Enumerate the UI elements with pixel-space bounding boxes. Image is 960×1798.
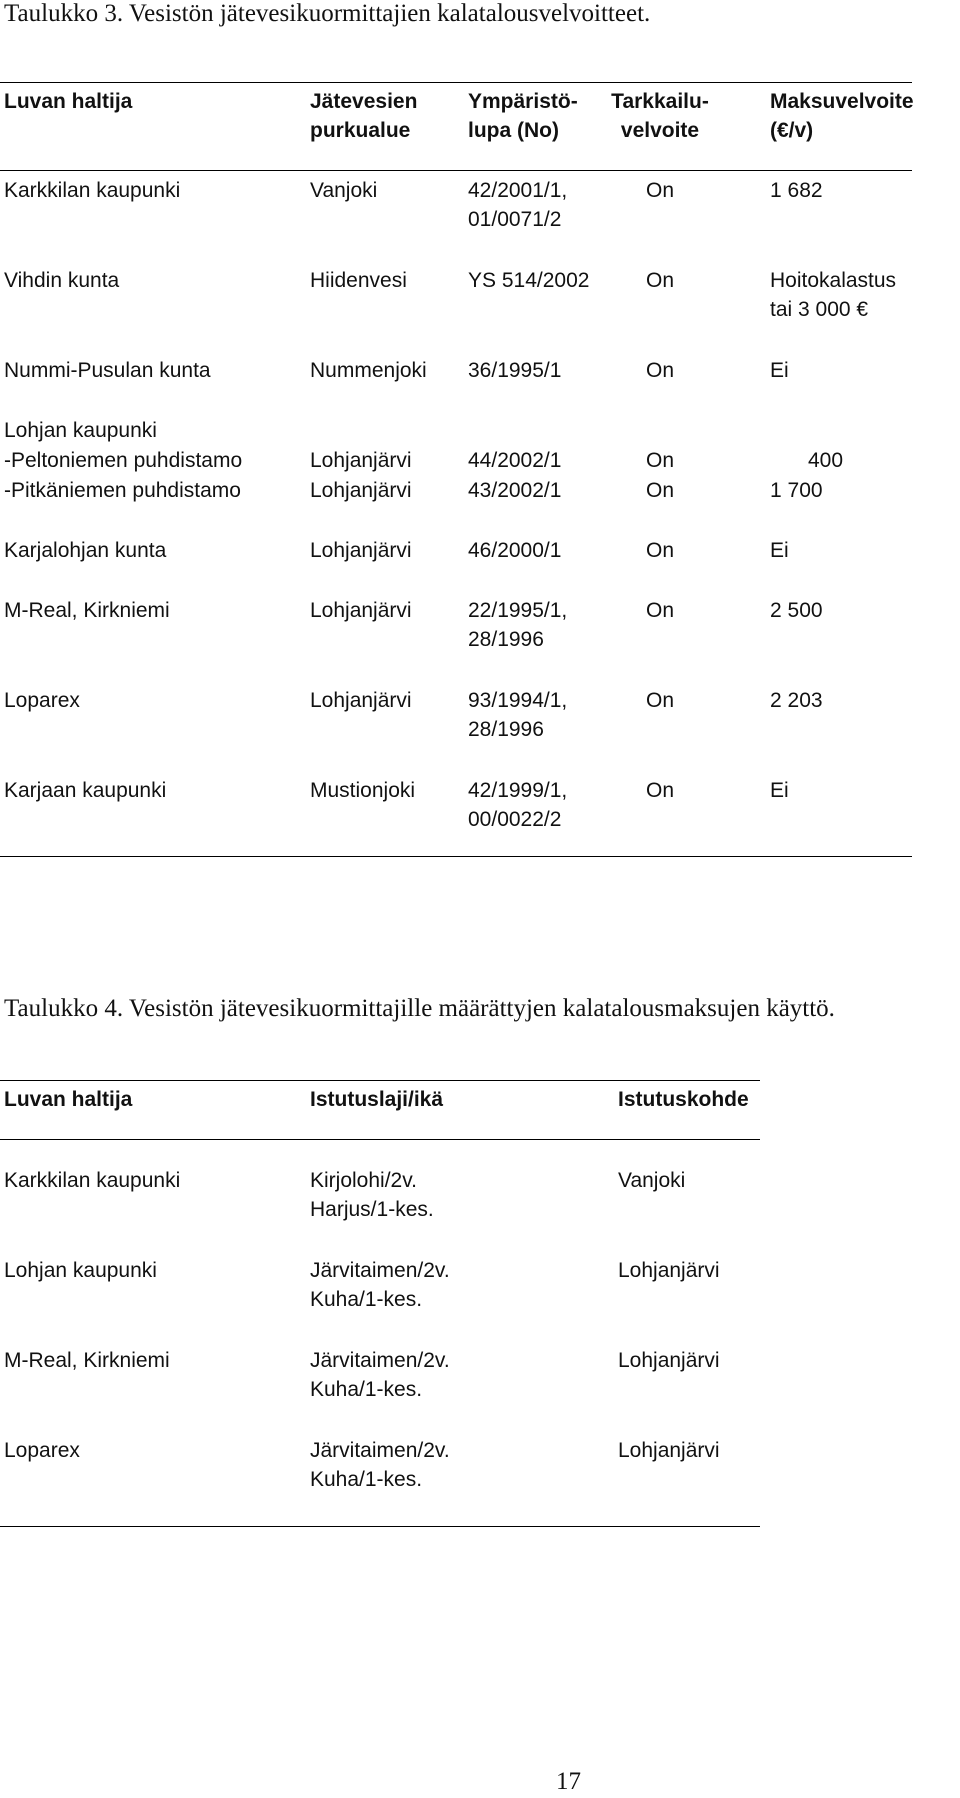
- cell-species-text: Kirjolohi/2v.: [310, 1169, 417, 1192]
- cell-fee: [770, 266, 896, 324]
- cell-area: [310, 266, 407, 295]
- cell-permit: [468, 266, 589, 295]
- header-monitor-line1: Tarkkailu-: [611, 90, 709, 113]
- cell-holder-text: Karkkilan kaupunki: [4, 1169, 181, 1192]
- table4-caption: Taulukko 4. Vesistön jätevesikuormittajille määrättyjen kalatalousmaksujen käyttö.: [4, 995, 835, 1022]
- cell-holder: [4, 356, 211, 385]
- cell-permit: [468, 176, 567, 234]
- cell-species-text: Järvitaimen/2v.: [310, 1439, 450, 1462]
- cell-area-text: Lohjanjärvi: [310, 449, 412, 472]
- table3-header-permit: [468, 87, 578, 145]
- header-fee-line2: (€/v): [770, 119, 814, 142]
- cell-permit-text: 93/1994/1,: [468, 689, 568, 712]
- cell-fee: [770, 476, 823, 505]
- cell-permit-text: 00/0022/2: [468, 808, 562, 831]
- cell-species-text: Kuha/1-kes.: [310, 1288, 423, 1311]
- cell-area-text: Lohjanjärvi: [310, 479, 412, 502]
- cell-monitor-text: On: [645, 479, 674, 502]
- cell-fee: [808, 446, 843, 475]
- table4-header-rule: [0, 1139, 760, 1140]
- cell-monitor-text: On: [645, 689, 674, 712]
- cell-holder: [4, 536, 166, 565]
- cell-fee: [770, 536, 789, 565]
- cell-fee-text: 1 700: [770, 479, 823, 502]
- table3-header-fee: [770, 87, 914, 145]
- cell-monitor-text: On: [645, 599, 674, 622]
- cell-holder-text: -Peltoniemen puhdistamo: [4, 449, 243, 472]
- cell-target-text: Vanjoki: [618, 1169, 686, 1192]
- cell-area: [310, 536, 412, 565]
- cell-target: [618, 1256, 720, 1285]
- cell-monitor-text: On: [645, 779, 674, 802]
- cell-permit-text: 46/2000/1: [468, 539, 562, 562]
- cell-monitor: [610, 776, 710, 805]
- cell-fee-text: 1 682: [770, 179, 823, 202]
- cell-area-text: Lohjanjärvi: [310, 599, 412, 622]
- cell-target-text: Lohjanjärvi: [618, 1349, 720, 1372]
- header-monitor-line2: velvoite: [620, 119, 700, 142]
- cell-species: [310, 1166, 434, 1224]
- cell-area-text: Lohjanjärvi: [310, 539, 412, 562]
- cell-target-text: Lohjanjärvi: [618, 1259, 720, 1282]
- cell-monitor: [610, 686, 710, 715]
- table3-header-rule: [0, 170, 912, 171]
- header-area-line2: purkualue: [310, 119, 411, 142]
- cell-fee-text: Hoitokalastus: [770, 269, 897, 292]
- cell-permit: [468, 356, 561, 385]
- table3-header-area: [310, 87, 417, 145]
- cell-holder-text: Loparex: [4, 1439, 80, 1462]
- cell-area-text: Lohjanjärvi: [310, 689, 412, 712]
- cell-holder: [4, 416, 157, 445]
- cell-fee: [770, 596, 823, 625]
- cell-monitor-text: On: [645, 449, 674, 472]
- cell-fee-text: Ei: [770, 779, 789, 802]
- cell-permit: [468, 776, 567, 834]
- cell-area: [310, 686, 412, 715]
- cell-holder-text: Lohjan kaupunki: [4, 419, 157, 442]
- cell-holder-text: M-Real, Kirkniemi: [4, 1349, 170, 1372]
- table3-header-monitor: [610, 87, 710, 145]
- header-area-line1: Jätevesien: [310, 90, 418, 113]
- table3-header-holder: [4, 87, 132, 116]
- table4-header-holder: Luvan haltija: [4, 1088, 133, 1111]
- table4-header-target: Istutuskohde: [618, 1088, 749, 1111]
- cell-area: [310, 446, 412, 475]
- cell-holder: [4, 1256, 157, 1285]
- cell-holder-text: Karjalohjan kunta: [4, 539, 167, 562]
- cell-permit-text: 28/1996: [468, 718, 544, 741]
- cell-fee-text: 400: [808, 449, 844, 472]
- table4-bottom-rule: [0, 1526, 760, 1527]
- cell-holder: [4, 266, 119, 295]
- cell-monitor: [610, 446, 710, 475]
- cell-permit-text: 01/0071/2: [468, 208, 562, 231]
- cell-permit: [468, 686, 567, 744]
- cell-area: [310, 476, 412, 505]
- header-fee-line1: Maksuvelvoite: [770, 90, 914, 113]
- cell-fee: [770, 776, 789, 805]
- cell-area-text: Nummenjoki: [310, 359, 427, 382]
- cell-holder-text: Lohjan kaupunki: [4, 1259, 157, 1282]
- cell-monitor: [610, 356, 710, 385]
- cell-holder: [4, 1166, 180, 1195]
- cell-monitor: [610, 536, 710, 565]
- cell-permit-text: 42/1999/1,: [468, 779, 568, 802]
- table4-top-rule: [0, 1080, 760, 1081]
- cell-permit-text: 36/1995/1: [468, 359, 562, 382]
- cell-holder: [4, 596, 170, 625]
- cell-species: [310, 1346, 450, 1404]
- cell-fee-text: Ei: [770, 539, 789, 562]
- cell-area: [310, 776, 415, 805]
- cell-area-text: Hiidenvesi: [310, 269, 407, 292]
- cell-area: [310, 176, 377, 205]
- cell-permit-text: YS 514/2002: [468, 269, 590, 292]
- cell-fee-text: 2 203: [770, 689, 823, 712]
- cell-monitor: [610, 266, 710, 295]
- cell-fee-text: Ei: [770, 359, 789, 382]
- cell-fee: [770, 356, 789, 385]
- cell-area-text: Vanjoki: [310, 179, 378, 202]
- cell-holder: [4, 476, 241, 505]
- cell-monitor: [610, 176, 710, 205]
- cell-holder: [4, 686, 80, 715]
- cell-permit-text: 22/1995/1,: [468, 599, 568, 622]
- cell-permit: [468, 446, 561, 475]
- header-holder-label: Luvan haltija: [4, 90, 133, 113]
- cell-area: [310, 356, 427, 385]
- cell-holder-text: Karjaan kaupunki: [4, 779, 167, 802]
- table4-header-species: Istutuslaji/ikä: [310, 1088, 444, 1111]
- cell-holder-text: -Pitkäniemen puhdistamo: [4, 479, 241, 502]
- cell-holder: [4, 1436, 80, 1465]
- header-permit-line1: Ympäristö-: [468, 90, 578, 113]
- cell-holder-text: Loparex: [4, 689, 80, 712]
- cell-species-text: Kuha/1-kes.: [310, 1468, 423, 1491]
- cell-monitor-text: On: [645, 269, 674, 292]
- cell-holder-text: M-Real, Kirkniemi: [4, 599, 170, 622]
- cell-holder-text: Karkkilan kaupunki: [4, 179, 181, 202]
- cell-area: [310, 596, 412, 625]
- cell-monitor-text: On: [645, 539, 674, 562]
- cell-holder: [4, 446, 242, 475]
- cell-permit-text: 42/2001/1,: [468, 179, 568, 202]
- cell-holder-text: Nummi-Pusulan kunta: [4, 359, 211, 382]
- cell-species: [310, 1436, 450, 1494]
- cell-permit-text: 44/2002/1: [468, 449, 562, 472]
- cell-species-text: Harjus/1-kes.: [310, 1198, 434, 1221]
- cell-species-text: Järvitaimen/2v.: [310, 1349, 450, 1372]
- cell-species-text: Kuha/1-kes.: [310, 1378, 423, 1401]
- header-permit-line2: lupa (No): [468, 119, 559, 142]
- cell-holder: [4, 1346, 170, 1375]
- cell-permit: [468, 596, 567, 654]
- table3-caption: Taulukko 3. Vesistön jätevesikuormittajien kalatalousvelvoitteet.: [4, 0, 651, 27]
- cell-fee: [770, 176, 823, 205]
- cell-target: [618, 1166, 685, 1195]
- cell-permit-text: 28/1996: [468, 628, 544, 651]
- cell-species: [310, 1256, 450, 1314]
- cell-fee-text: 2 500: [770, 599, 823, 622]
- cell-holder-text: Vihdin kunta: [4, 269, 120, 292]
- cell-target: [618, 1346, 720, 1375]
- table3-top-rule: [0, 82, 912, 83]
- cell-area-text: Mustionjoki: [310, 779, 416, 802]
- table3-bottom-rule: [0, 856, 912, 857]
- cell-target-text: Lohjanjärvi: [618, 1439, 720, 1462]
- cell-permit-text: 43/2002/1: [468, 479, 562, 502]
- cell-monitor-text: On: [645, 179, 674, 202]
- cell-species-text: Järvitaimen/2v.: [310, 1259, 450, 1282]
- cell-permit: [468, 536, 561, 565]
- cell-holder: [4, 176, 180, 205]
- cell-permit: [468, 476, 561, 505]
- cell-monitor: [610, 476, 710, 505]
- cell-fee: [770, 686, 823, 715]
- cell-target: [618, 1436, 720, 1465]
- cell-fee-text: tai 3 000 €: [770, 298, 869, 321]
- cell-monitor: [610, 596, 710, 625]
- cell-holder: [4, 776, 166, 805]
- page-number: 17: [556, 1768, 581, 1795]
- cell-monitor-text: On: [645, 359, 674, 382]
